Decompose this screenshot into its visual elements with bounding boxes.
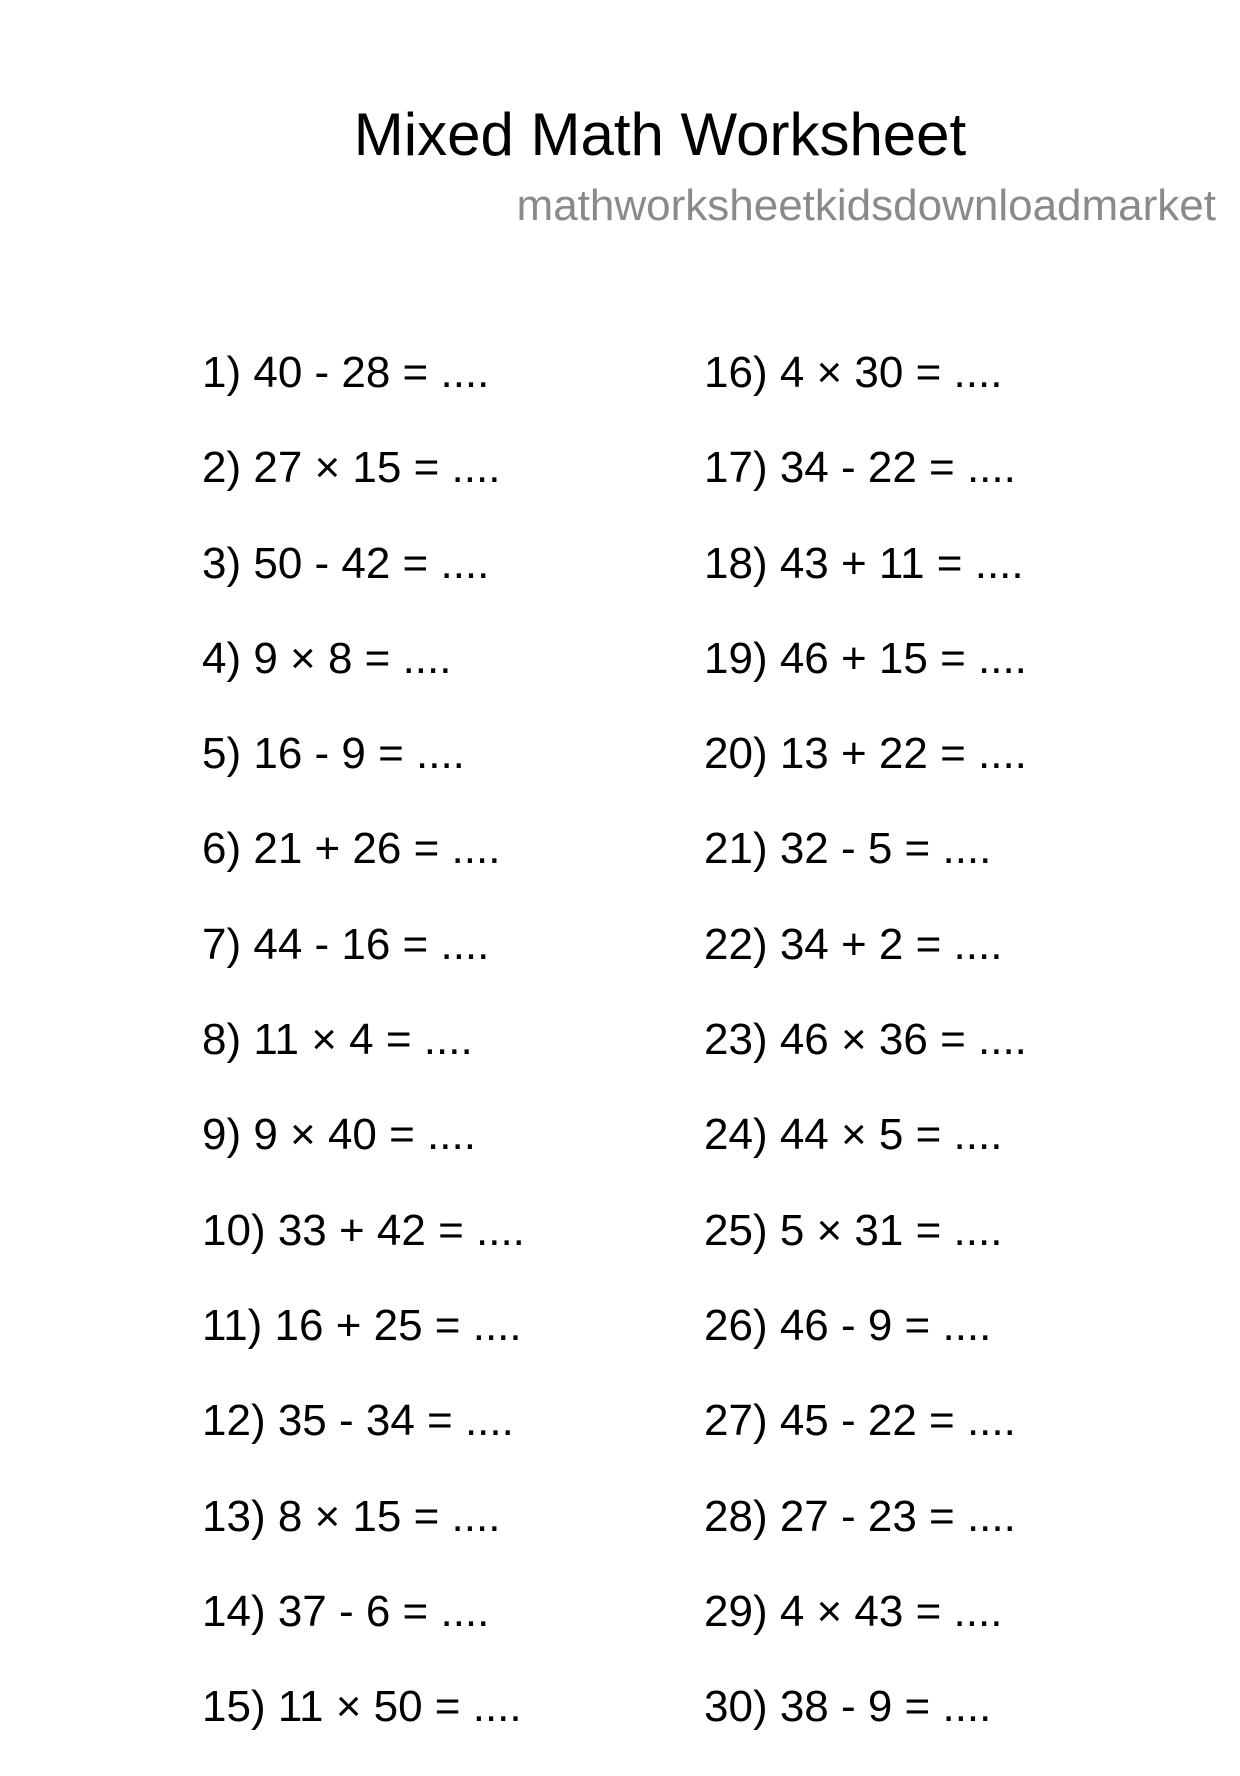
problem-item: 27) 45 - 22 = .... — [704, 1396, 1016, 1446]
problem-item: 16) 4 × 30 = .... — [704, 348, 1003, 397]
problem-item: 19) 46 + 15 = .... — [704, 633, 1027, 683]
problem-item: 3) 50 - 42 = .... — [202, 538, 490, 588]
problem-item: 22) 34 + 2 = .... — [704, 919, 1003, 969]
problems-area — [0, 347, 1240, 1737]
problem-item: 6) 21 + 26 = .... — [202, 824, 501, 874]
problem-item: 2) 27 × 15 = .... — [202, 443, 501, 493]
problem-item: 9) 9 × 40 = .... — [202, 1110, 476, 1160]
problem-item: 25) 5 × 31 = .... — [704, 1205, 1003, 1255]
problem-item: 20) 13 + 22 = .... — [704, 729, 1027, 779]
problem-item: 15) 11 × 50 = .... — [202, 1682, 522, 1732]
problem-item: 18) 43 + 11 = .... — [704, 538, 1024, 588]
problem-item: 10) 33 + 42 = .... — [202, 1205, 525, 1255]
problem-item: 8) 11 × 4 = .... — [202, 1015, 473, 1065]
problem-item: 7) 44 - 16 = .... — [202, 919, 490, 969]
watermark-text: mathworksheetkidsdownloadmarket — [516, 181, 1216, 230]
problem-item: 5) 16 - 9 = .... — [202, 729, 465, 779]
problem-item: 29) 4 × 43 = .... — [704, 1586, 1003, 1636]
page-title: Mixed Math Worksheet — [353, 101, 967, 168]
problem-item: 12) 35 - 34 = .... — [202, 1396, 514, 1446]
problem-item: 28) 27 - 23 = .... — [704, 1491, 1016, 1541]
problem-item: 4) 9 × 8 = .... — [202, 633, 452, 683]
problem-item: 26) 46 - 9 = .... — [704, 1300, 992, 1350]
problem-column-left — [202, 347, 525, 1776]
problem-item: 13) 8 × 15 = .... — [202, 1491, 501, 1541]
problem-item: 23) 46 × 36 = .... — [704, 1015, 1027, 1065]
problem-column-right — [704, 347, 1027, 1776]
problem-item: 1) 40 - 28 = .... — [202, 348, 490, 397]
problem-item: 24) 44 × 5 = .... — [704, 1110, 1003, 1160]
problem-item: 17) 34 - 22 = .... — [704, 443, 1016, 493]
problem-item: 30) 38 - 9 = .... — [704, 1682, 992, 1732]
problem-item: 11) 16 + 25 = .... — [202, 1300, 522, 1350]
problem-item: 21) 32 - 5 = .... — [704, 824, 992, 874]
problem-item: 14) 37 - 6 = .... — [202, 1586, 490, 1636]
